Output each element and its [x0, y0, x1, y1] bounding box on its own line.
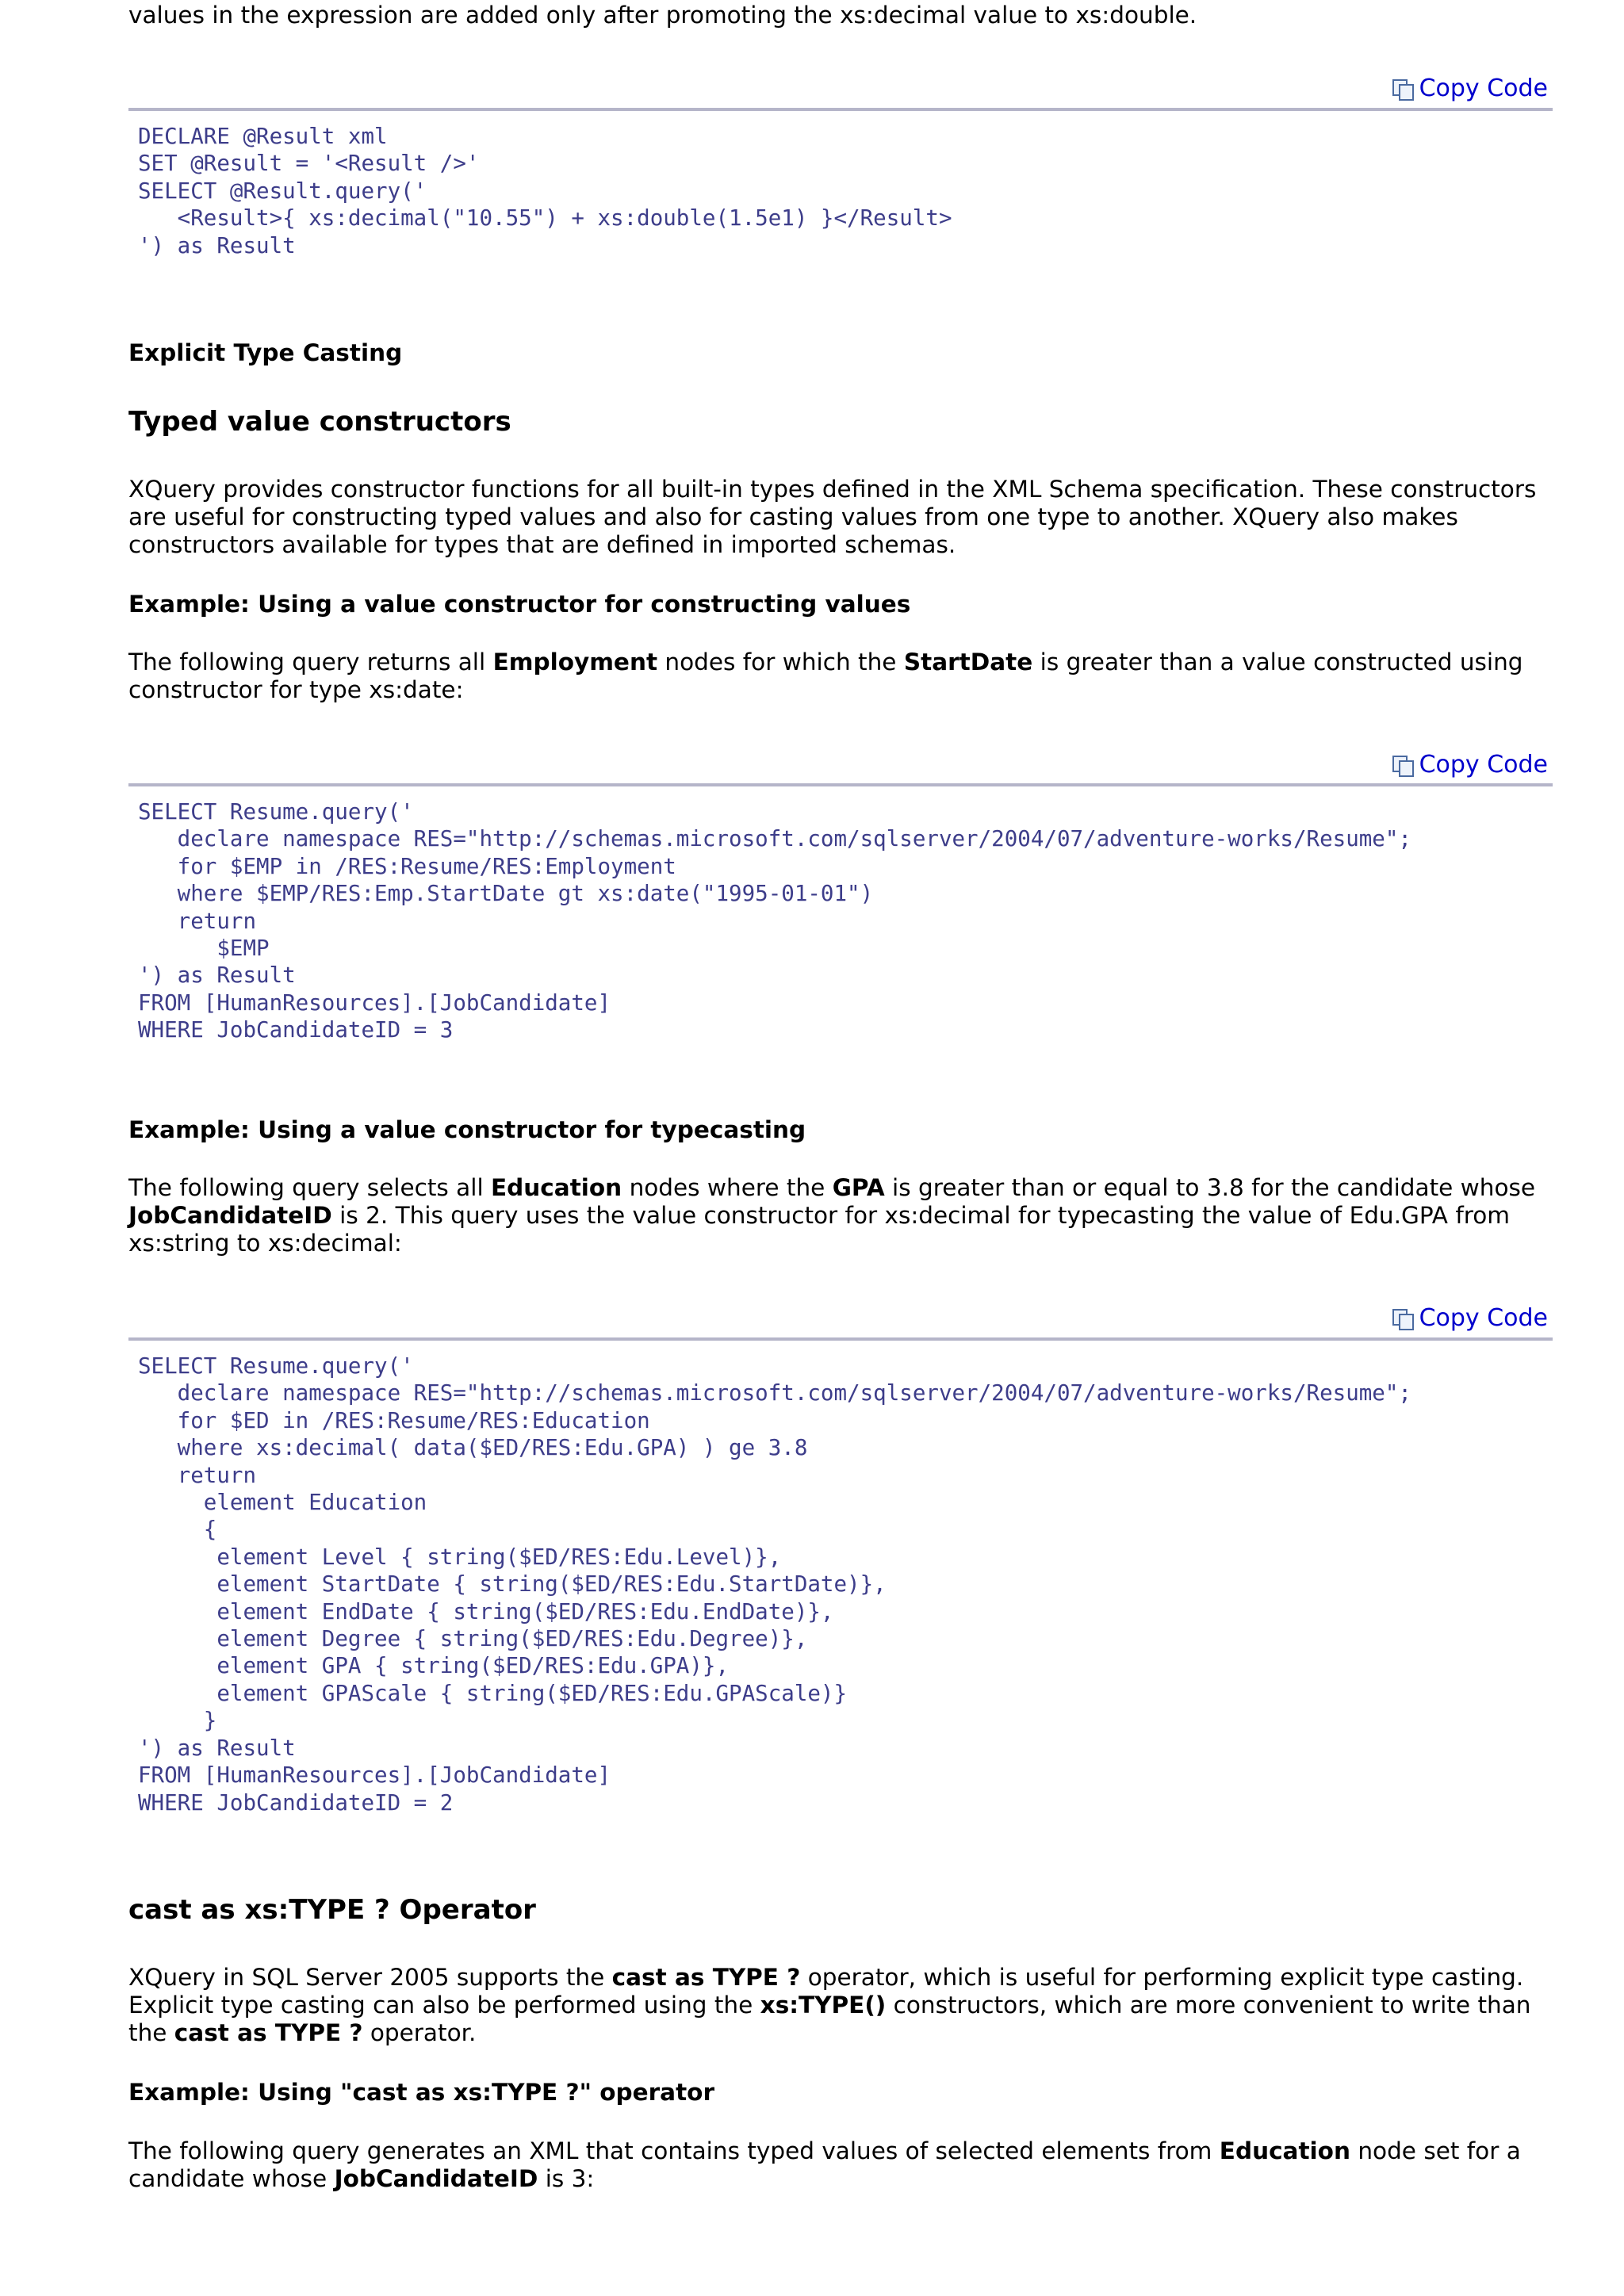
copy-code-button[interactable] [1392, 73, 1548, 105]
bold-term: Education [1219, 2137, 1350, 2164]
copy-code-button[interactable] [1392, 1303, 1548, 1334]
text-run: The following query returns all [128, 649, 493, 675]
code-line: SELECT Resume.query(' [138, 799, 414, 825]
copy-code-label: Copy Code [1419, 1304, 1548, 1332]
code-line: element Level { string($ED/RES:Edu.Level)}, [138, 1544, 782, 1570]
code-line: element Education [138, 1490, 427, 1516]
code-line: WHERE JobCandidateID = 3 [138, 1017, 454, 1043]
text-run: XQuery in SQL Server 2005 supports the [128, 1964, 612, 1991]
code-line: element EndDate { string($ED/RES:Edu.EndDate)}, [138, 1598, 834, 1624]
text-run: candidate whose [128, 2165, 335, 2192]
code-line: element GPAScale { string($ED/RES:Edu.GPAScale)} [138, 1680, 848, 1706]
code-divider [128, 783, 1553, 786]
code-block [138, 123, 952, 259]
code-line: ') as Result [138, 962, 296, 989]
text-run: the [128, 2019, 174, 2046]
code-line: where xs:decimal( data($ED/RES:Edu.GPA) ) ge 3.8 [138, 1435, 808, 1461]
bold-term: xs:TYPE() [760, 1992, 887, 2019]
code-line: declare namespace RES="http://schemas.microsoft.com/sqlserver/2004/07/adventure-works/Resume"; [138, 1380, 1411, 1406]
paragraph-line: XQuery provides constructor functions for all built-in types defined in the XML Schema specification. These constructors [128, 476, 1537, 503]
code-line: for $EMP in /RES:Resume/RES:Employment [138, 853, 676, 879]
code-line: $EMP [138, 936, 270, 962]
example-heading-constructing-values: Example: Using a value constructor for constructing values [128, 591, 911, 618]
code-line: FROM [HumanResources].[JobCandidate] [138, 989, 611, 1016]
code-line: where $EMP/RES:Emp.StartDate gt xs:date("1995-01-01") [138, 881, 874, 907]
text-run: is greater than or equal to 3.8 for the candidate whose [884, 1174, 1536, 1201]
code-line: declare namespace RES="http://schemas.microsoft.com/sqlserver/2004/07/adventure-works/Resume"; [138, 826, 1411, 852]
text-run: nodes for which the [657, 649, 904, 675]
code-divider [128, 1337, 1553, 1341]
text-run: operator, which is useful for performing explicit type casting. [800, 1964, 1524, 1991]
bold-term: JobCandidateID [334, 2165, 538, 2192]
text-run: The following query selects all [128, 1174, 492, 1201]
copy-icon [1392, 756, 1413, 775]
code-block [138, 798, 1411, 1044]
copy-code-label: Copy Code [1419, 75, 1548, 102]
copy-code-button[interactable] [1392, 749, 1548, 781]
example-heading-cast-operator: Example: Using "cast as xs:TYPE ?" operator [128, 2079, 714, 2106]
copy-code-label: Copy Code [1419, 751, 1548, 779]
code-line: for $ED in /RES:Resume/RES:Education [138, 1407, 650, 1433]
text-run: is 2. This query uses the value constructor for xs:decimal for typecasting the value of Edu.GPA from [331, 1202, 1510, 1229]
text-run: Explicit type casting can also be performed using the [128, 1992, 760, 2019]
paragraph-line: xs:string to xs:decimal: [128, 1230, 402, 1257]
text-run: The following query generates an XML that contains typed values of selected elements from [128, 2137, 1220, 2164]
example-cast-operator-paragraph [128, 2137, 1521, 2193]
code-line: <Result>{ xs:decimal("10.55") + xs:double(1.5e1) }</Result> [138, 205, 952, 232]
code-line: element Degree { string($ED/RES:Edu.Degree)}, [138, 1626, 808, 1652]
code-line: element GPA { string($ED/RES:Edu.GPA)}, [138, 1653, 730, 1679]
section-heading-explicit-type-casting: Explicit Type Casting [128, 339, 403, 366]
code-line: ') as Result [138, 232, 296, 258]
text-run: constructors, which are more convenient to write than [886, 1992, 1531, 2019]
bold-term: StartDate [903, 649, 1033, 675]
intro-paragraph: values in the expression are added only after promoting the xs:decimal value to xs:double. [128, 2, 1197, 29]
code-line: ') as Result [138, 1735, 296, 1761]
copy-icon [1392, 79, 1413, 98]
bold-term: JobCandidateID [128, 1202, 332, 1229]
code-block [138, 1353, 1411, 1816]
typed-constructors-paragraph [128, 476, 1536, 559]
paragraph-line: constructor for type xs:date: [128, 676, 464, 703]
text-run: is 3: [538, 2165, 595, 2192]
bold-term: Employment [492, 649, 658, 675]
text-run: operator. [362, 2019, 477, 2046]
code-divider [128, 108, 1553, 111]
bold-term: Education [491, 1174, 622, 1201]
example-constructing-values-paragraph [128, 649, 1523, 704]
code-line: element StartDate { string($ED/RES:Edu.StartDate)}, [138, 1571, 887, 1598]
code-line: SELECT @Result.query(' [138, 178, 427, 204]
section-heading-cast-operator: cast as xs:TYPE ? Operator [128, 1894, 536, 1926]
bold-term: GPA [832, 1174, 885, 1201]
text-run: nodes where the [622, 1174, 833, 1201]
code-line: FROM [HumanResources].[JobCandidate] [138, 1762, 611, 1789]
cast-operator-paragraph [128, 1964, 1531, 2047]
text-run: node set for a [1350, 2137, 1521, 2164]
paragraph-line: are useful for constructing typed values and also for casting values from one type to another. XQuery also makes [128, 503, 1458, 530]
code-line: SET @Result = '<Result />' [138, 151, 480, 177]
code-line: WHERE JobCandidateID = 2 [138, 1789, 454, 1816]
code-line: DECLARE @Result xml [138, 124, 388, 149]
bold-term: cast as TYPE ? [611, 1964, 801, 1991]
code-line: return [138, 908, 257, 934]
example-typecasting-paragraph [128, 1174, 1535, 1257]
copy-icon [1392, 1309, 1413, 1328]
code-line: return [138, 1462, 257, 1488]
section-heading-typed-value-constructors: Typed value constructors [128, 406, 511, 438]
code-line: { [138, 1517, 217, 1543]
bold-term: cast as TYPE ? [174, 2019, 363, 2046]
code-line: SELECT Resume.query(' [138, 1353, 414, 1379]
paragraph-line: constructors available for types that are defined in imported schemas. [128, 531, 956, 558]
text-run: is greater than a value constructed using [1032, 649, 1523, 675]
code-line: } [138, 1708, 217, 1734]
example-heading-typecasting: Example: Using a value constructor for typecasting [128, 1116, 806, 1143]
